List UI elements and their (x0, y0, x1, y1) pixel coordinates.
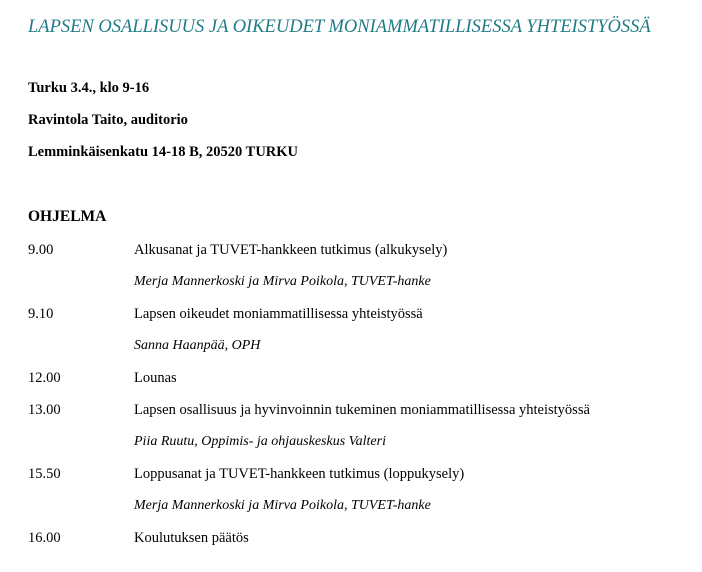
program-speaker: Sanna Haanpää, OPH (134, 338, 261, 353)
event-venue: Ravintola Taito, auditorio (28, 112, 188, 128)
program-time: 16.00 (28, 530, 61, 546)
program-speaker-row (28, 496, 698, 516)
program-time: 13.00 (28, 402, 61, 418)
document-title: LAPSEN OSALLISUUS JA OIKEUDET MONIAMMATILLISESSA YHTEISTYÖSSÄ (28, 17, 651, 37)
program-item: Koulutuksen päätös (134, 530, 249, 546)
program-speaker: Piia Ruutu, Oppimis- ja ohjauskeskus Valteri (134, 434, 386, 449)
program-speaker-row (28, 272, 698, 292)
program-item: Loppusanat ja TUVET-hankkeen tutkimus (loppukysely) (134, 466, 465, 482)
program-time: 12.00 (28, 370, 61, 386)
program-row (28, 464, 698, 484)
program-row (28, 304, 698, 324)
program-heading: OHJELMA (28, 208, 107, 225)
program-row (28, 528, 698, 548)
program-item: Lapsen oikeudet moniammatillisessa yhteistyössä (134, 306, 423, 322)
program-item: Lounas (134, 370, 177, 386)
program-speaker: Merja Mannerkoski ja Mirva Poikola, TUVET-hanke (134, 274, 431, 289)
program-row (28, 368, 698, 388)
program-time: 9.00 (28, 242, 54, 258)
event-date: Turku 3.4., klo 9-16 (28, 80, 150, 96)
program-speaker: Merja Mannerkoski ja Mirva Poikola, TUVET-hanke (134, 498, 431, 513)
program-speaker-row (28, 336, 698, 356)
program-row (28, 400, 698, 420)
program-item: Alkusanat ja TUVET-hankkeen tutkimus (alkukysely) (134, 242, 448, 258)
program-item: Lapsen osallisuus ja hyvinvoinnin tukeminen moniammatillisessa yhteistyössä (134, 402, 590, 418)
program-speaker-row (28, 432, 698, 452)
program-time: 15.50 (28, 466, 61, 482)
event-address: Lemminkäisenkatu 14-18 B, 20520 TURKU (28, 144, 299, 160)
program-row (28, 240, 698, 260)
program-time: 9.10 (28, 306, 54, 322)
